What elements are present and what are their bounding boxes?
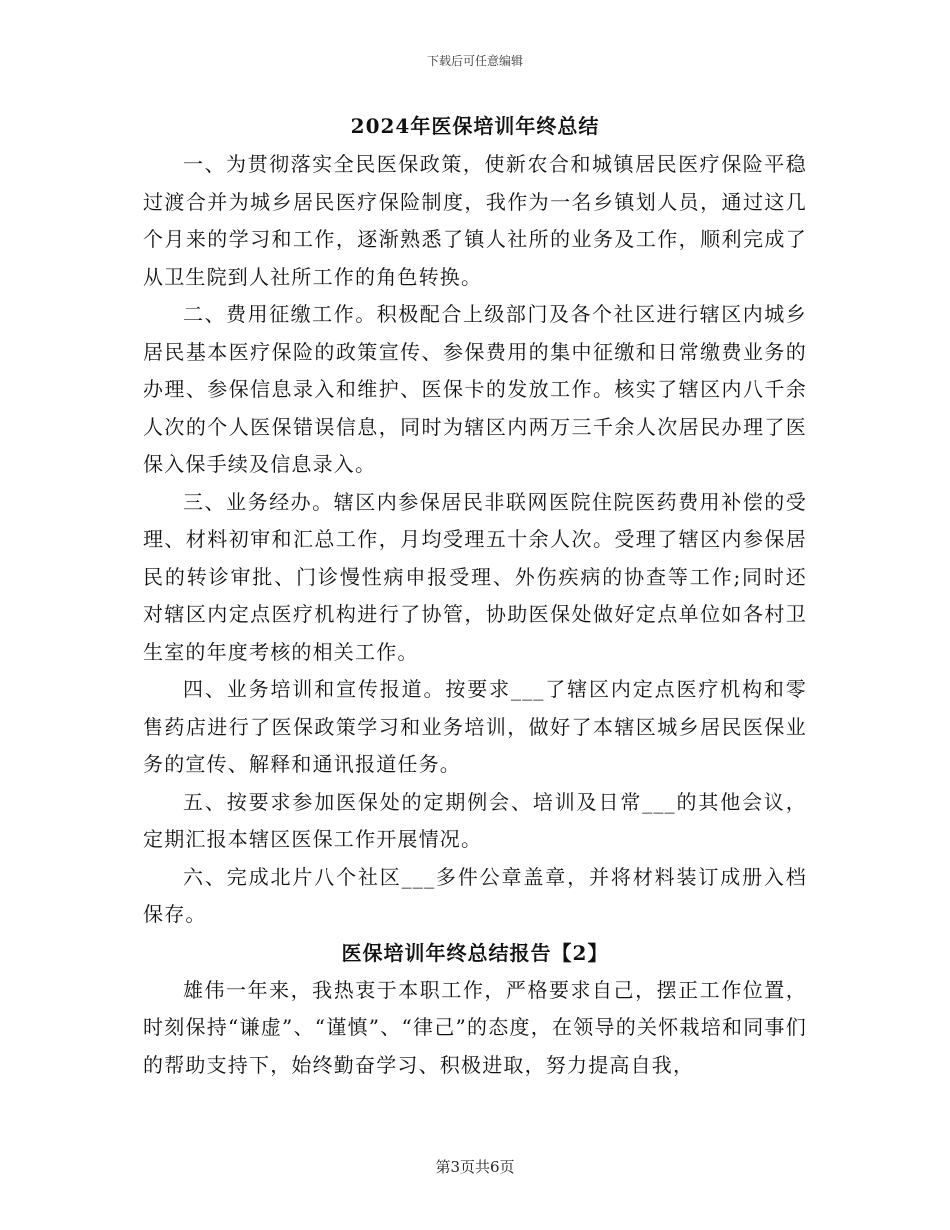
document-title: 2024年医保培训年终总结 [350, 114, 600, 138]
paragraph-3: 三、业务经办。辖区内参保居民非联网医院住院医药费用补偿的受理、材料初审和汇总工作，月均受理五十余人次。受理了辖区内参保居民的转诊审批、门诊慢性病申报受理、外伤疾病的协查等工作;同时还对辖区内定点医疗机构进行了协管，协助医保处做好定点单位如各村卫生室的年度考核的相关工作。 [143, 489, 807, 664]
paragraph-5: 五、按要求参加医保处的定期例会、培训及日常___的其他会议，定期汇报本辖区医保工作开展情况。 [143, 789, 807, 851]
document-body [143, 106, 807, 1084]
paragraph-7: 雄伟一年来，我热衷于本职工作，严格要求自己，摆正工作位置，时刻保持“谦虚”、“谨慎”、“律己”的态度，在领导的关怀栽培和同事们的帮助支持下，始终勤奋学习、积极进取，努力提高自我， [143, 977, 807, 1077]
paragraph-2: 二、费用征缴工作。积极配合上级部门及各个社区进行辖区内城乡居民基本医疗保险的政策宣传、参保费用的集中征缴和日常缴费业务的办理、参保信息录入和维护、医保卡的发放工作。核实了辖区内八千余人次的个人医保错误信息，同时为辖区内两万三千余人次居民办理了医保入保手续及信息录入。 [143, 302, 807, 476]
paragraph-6: 六、完成北片八个社区___多件公章盖章，并将材料装订成册入档保存。 [143, 864, 807, 926]
header-note: 下载后可任意编辑 [426, 54, 523, 68]
page-number: 第3页共6页 [435, 1158, 515, 1176]
paragraph-1: 一、为贯彻落实全民医保政策，使新农合和城镇居民医疗保险平稳过渡合并为城乡居民医疗保险制度，我作为一名乡镇划人员，通过这几个月来的学习和工作，逐渐熟悉了镇人社所的业务及工作，顺利完成了从卫生院到人社所工作的角色转换。 [143, 152, 807, 289]
paragraph-4: 四、业务培训和宣传报道。按要求___了辖区内定点医疗机构和零售药店进行了医保政策学习和业务培训，做好了本辖区城乡居民医保业务的宣传、解释和通讯报道任务。 [143, 677, 807, 776]
section-title: 医保培训年终总结报告【2】 [341, 940, 609, 965]
